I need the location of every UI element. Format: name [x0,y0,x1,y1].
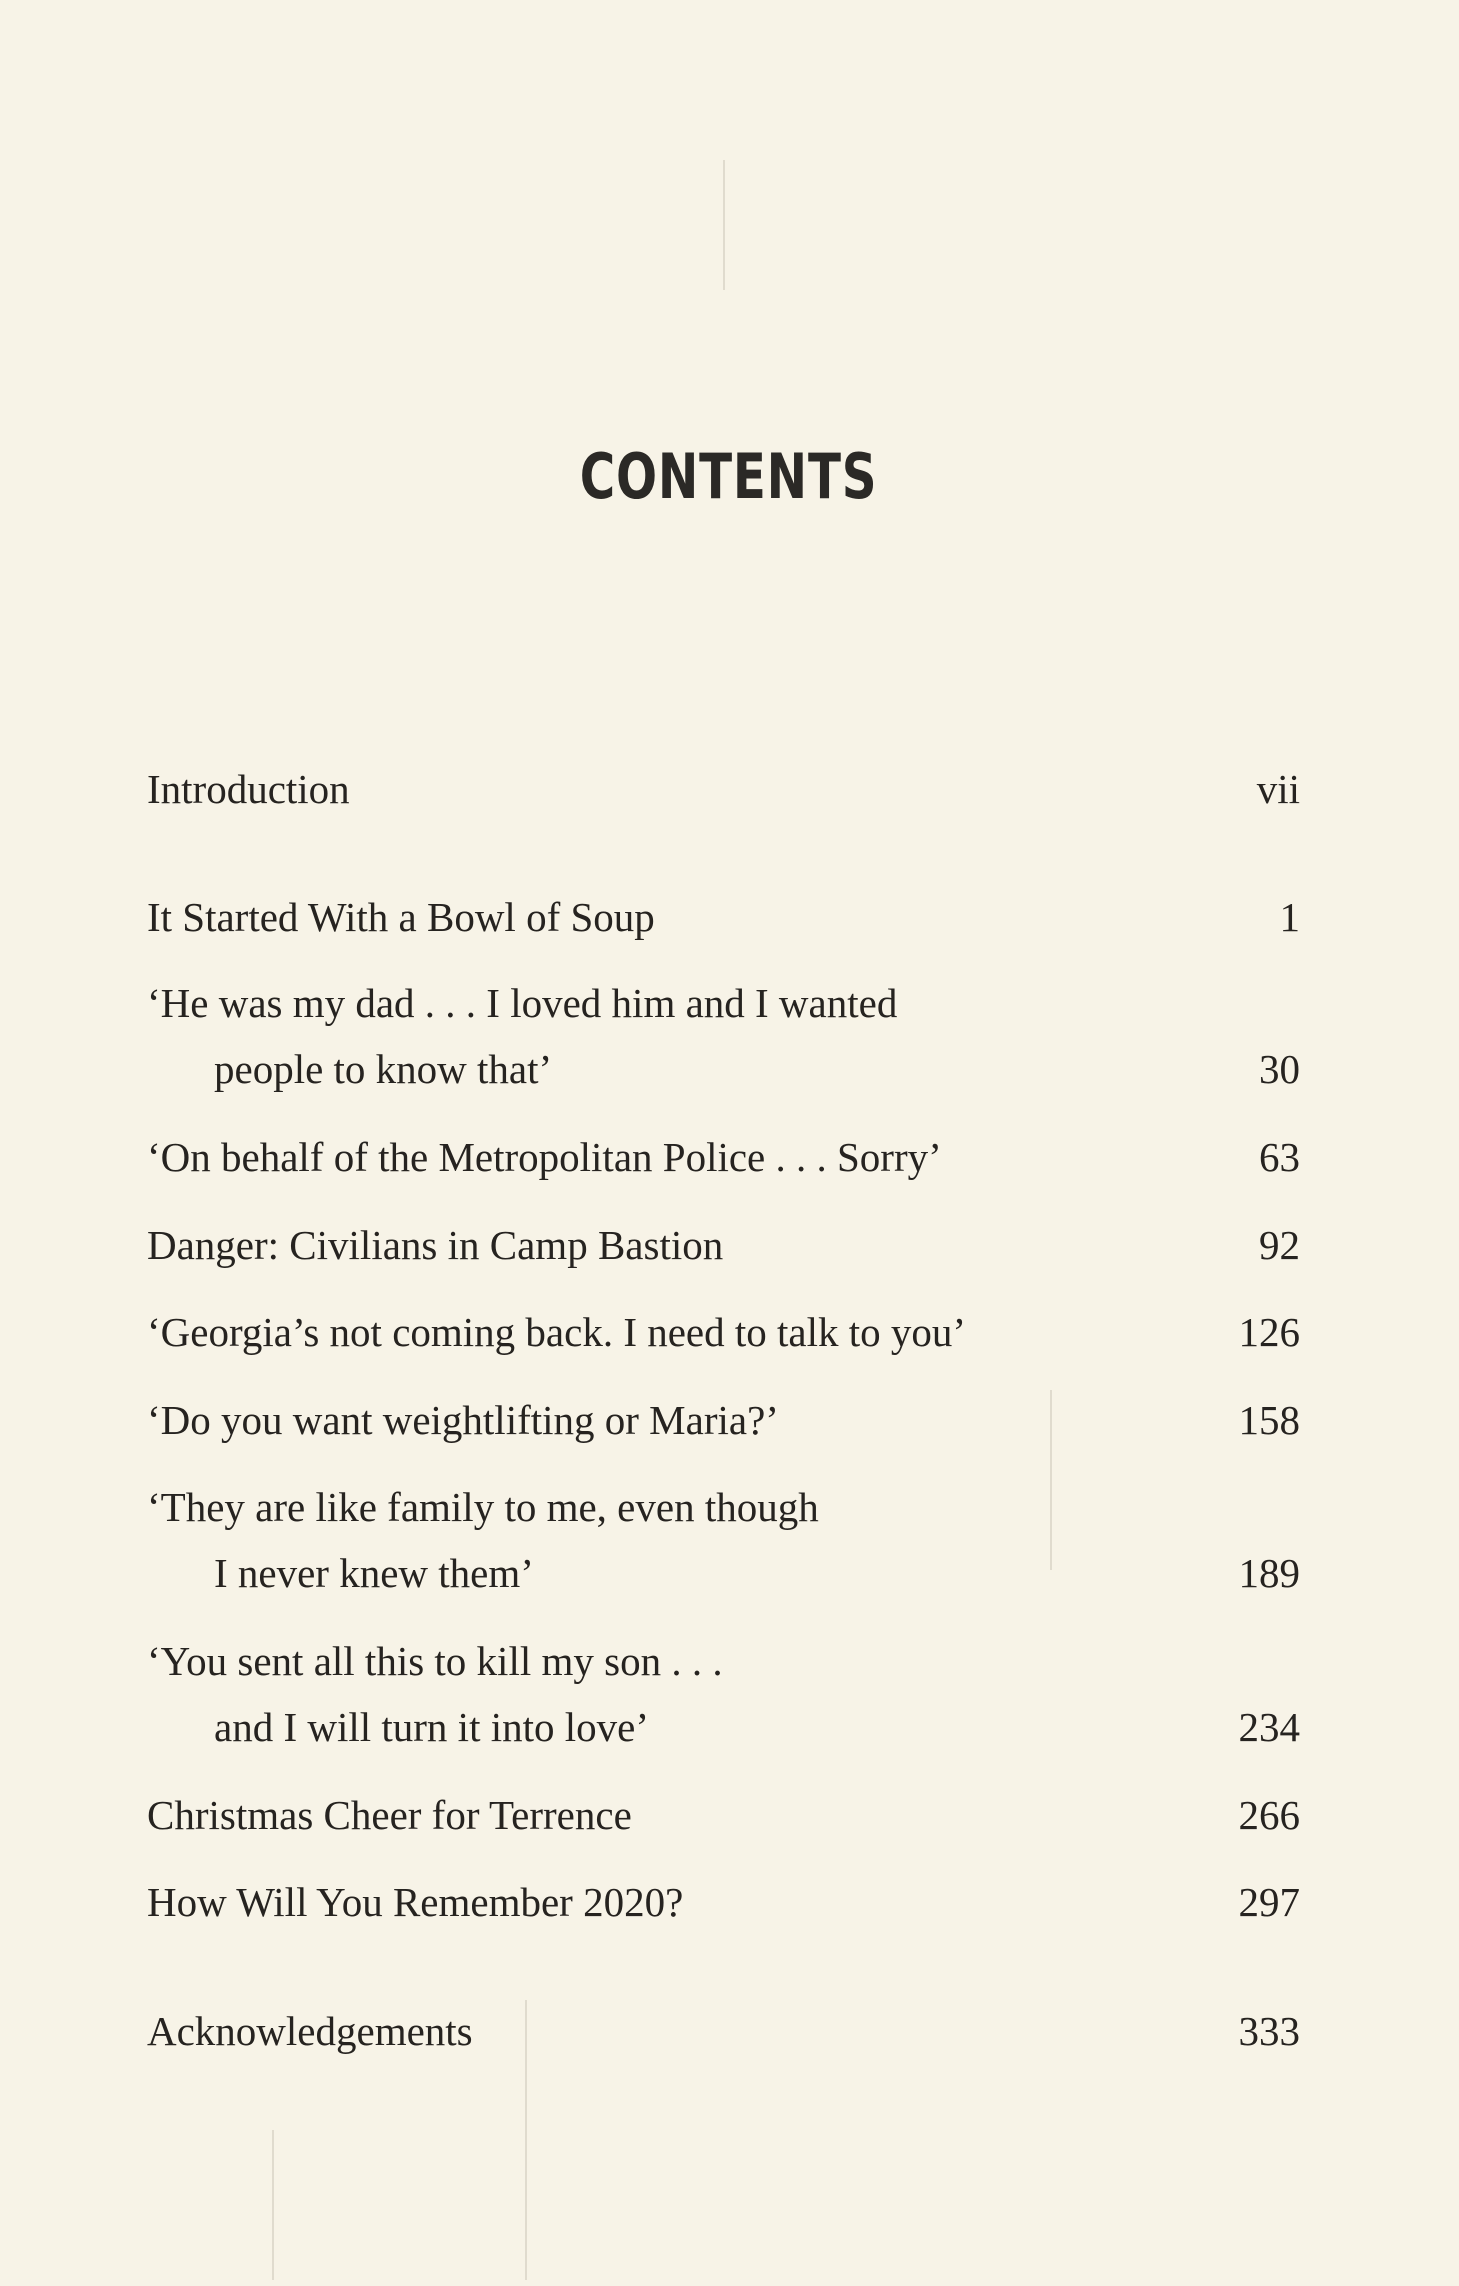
entry-title-line: people to know that’ [214,1046,553,1092]
entry-title [147,1782,1097,1848]
toc-entry-chapter-5 [147,1299,1300,1365]
entry-title [147,1212,1097,1278]
entry-title-line: How Will You Remember 2020? [147,1879,684,1925]
entry-title-line: ‘He was my dad . . . I loved him and I wanted [147,980,898,1026]
page-number: vii [1256,766,1300,812]
entry-title-line: ‘Do you want weightlifting or Maria?’ [147,1397,779,1443]
toc-entry-chapter-9 [147,1782,1300,1848]
page-number: 234 [1238,1704,1300,1750]
toc-entry-introduction [147,756,1300,822]
page-number: 30 [1259,1046,1300,1092]
entry-title-line: ‘Georgia’s not coming back. I need to talk to you’ [147,1309,967,1355]
toc-entry-chapter-2 [147,970,1300,1102]
entry-title [147,1387,1097,1453]
entry-title-line: ‘They are like family to me, even though [147,1484,819,1530]
entry-title-line: ‘You sent all this to kill my son . . . [147,1638,723,1684]
entry-title [147,1998,1097,2064]
page-title: CONTENTS [579,439,878,513]
page-number: 126 [1238,1309,1300,1355]
entry-title [147,1299,1097,1365]
entry-title-line: Christmas Cheer for Terrence [147,1792,632,1838]
entry-title-line: I never knew them’ [214,1550,534,1596]
page-number: 1 [1279,894,1300,940]
entry-title-line: It Started With a Bowl of Soup [147,894,655,940]
toc-entry-chapter-6 [147,1387,1300,1453]
toc-entry-chapter-8 [147,1628,1300,1760]
entry-title-line: and I will turn it into love’ [214,1704,649,1750]
toc-entry-acknowledgements [147,1998,1300,2064]
page-number: 92 [1259,1222,1300,1268]
entry-title [147,1474,1097,1606]
entry-title [147,884,1097,950]
toc-entry-chapter-1 [147,884,1300,950]
page-number: 189 [1238,1550,1300,1596]
toc-entry-chapter-10 [147,1869,1300,1935]
entry-title [147,1124,1097,1190]
entry-title [147,756,1097,822]
entry-title [147,1869,1097,1935]
page-number: 158 [1238,1397,1300,1443]
entry-title [147,1628,1097,1760]
entry-title-line: Acknowledgements [147,2008,473,2054]
entry-title-line: ‘On behalf of the Metropolitan Police . . . Sorry’ [147,1134,942,1180]
page-number: 266 [1238,1792,1300,1838]
toc-entry-chapter-4 [147,1212,1300,1278]
toc-entry-chapter-7 [147,1474,1300,1606]
toc-entry-chapter-3 [147,1124,1300,1190]
page-number: 297 [1238,1879,1300,1925]
page-number: 63 [1259,1134,1300,1180]
page-number: 333 [1238,2008,1300,2054]
entry-title [147,970,1097,1102]
entry-title-line: Introduction [147,766,350,812]
entry-title-line: Danger: Civilians in Camp Bastion [147,1222,724,1268]
